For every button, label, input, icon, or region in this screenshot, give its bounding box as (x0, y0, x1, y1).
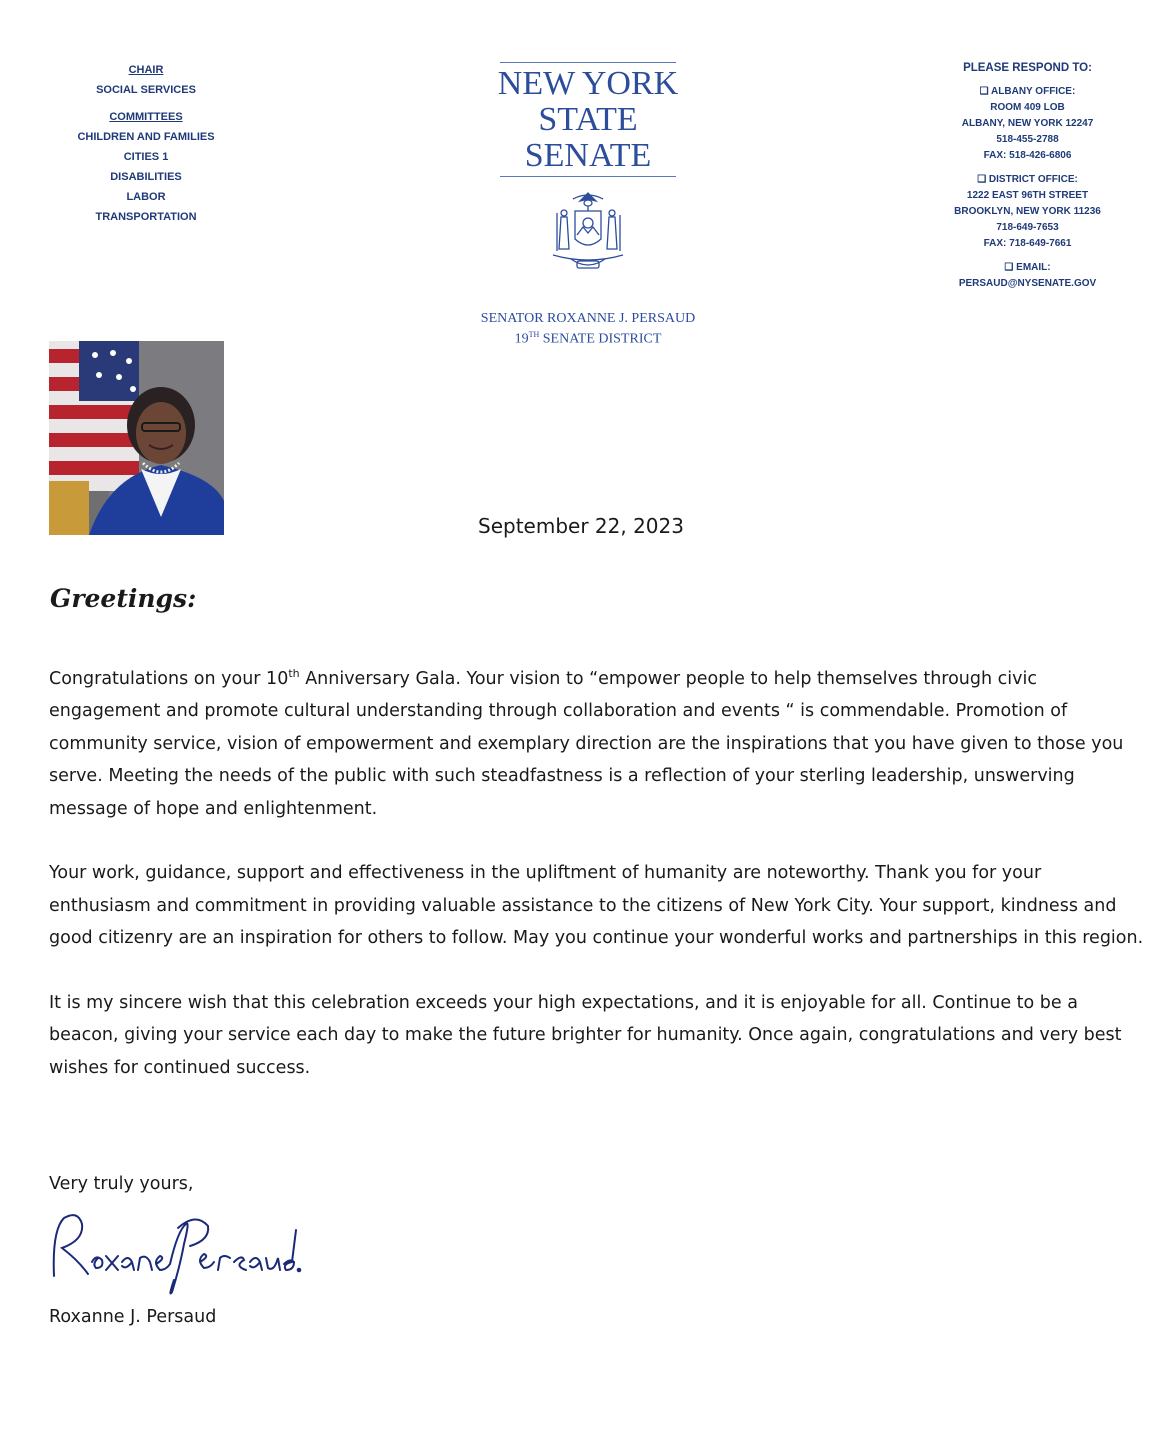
greeting: Greetings: (50, 584, 197, 613)
committee-item: LABOR (126, 191, 166, 203)
committee-block (40, 60, 252, 227)
handwritten-signature (48, 1200, 303, 1300)
senate-district: 19TH SENATE DISTRICT (514, 330, 662, 347)
albany-address-line: ROOM 409 LOB (990, 102, 1065, 113)
committee-item: DISABILITIES (110, 171, 182, 183)
district-address-line: 1222 EAST 96TH STREET (966, 190, 1089, 201)
committees-label: COMMITTEES (109, 111, 183, 123)
letter-date: September 22, 2023 (478, 514, 684, 538)
wordmark-line: STATE (538, 101, 638, 138)
email-address: PERSAUD@NYSENATE.GOV (958, 278, 1097, 289)
letter-body (49, 658, 1144, 1116)
senator-block (470, 311, 706, 348)
senate-letterhead (470, 62, 706, 348)
committee-item: CHILDREN AND FAMILIES (77, 131, 215, 143)
contact-block (925, 60, 1130, 292)
wordmark-line: NEW YORK (497, 65, 679, 102)
senate-wordmark (470, 63, 706, 176)
paragraph: Congratulations on your 10th Anniversary Gala. Your vision to “empower people to help themselves through civic engagement and promote cultural understanding through collaboration and events “ is commendable. Promotion of community service, vision of empowerment and exemplary direction are the inspirations that you have given to those you serve. Meeting the needs of the public with such steadfastness is a reflection of your sterling leadership, unswerving message of hope and enlightenment. (49, 667, 1124, 819)
chair-label: CHAIR (128, 64, 164, 76)
committee-item: CITIES 1 (123, 151, 169, 163)
district-office-label: ❑ DISTRICT OFFICE: (977, 174, 1078, 185)
state-seal-icon (543, 189, 633, 279)
albany-phone: 518-455-2788 (996, 134, 1059, 145)
albany-office-label: ❑ ALBANY OFFICE: (979, 86, 1076, 97)
albany-fax: FAX: 518-426-6806 (983, 150, 1072, 161)
respond-heading: PLEASE RESPOND TO: (963, 62, 1092, 74)
senator-name: SENATOR ROXANNE J. PERSAUD (480, 311, 696, 326)
district-address-line: BROOKLYN, NEW YORK 11236 (954, 206, 1101, 217)
email-label: ❑ EMAIL: (1004, 262, 1051, 273)
committee-item: TRANSPORTATION (95, 211, 197, 223)
wordmark-line: SENATE (524, 137, 652, 174)
signer-name: Roxanne J. Persaud (49, 1307, 217, 1327)
paragraph: Your work, guidance, support and effectiveness in the upliftment of humanity are noteworthy. Thank you for your enthusiasm and commitment in providing valuable assistance to the citizens of New York City. Your support, kindness and good citizenry are an inspiration for others to follow. May you continue your wonderful works and partnerships in this region. (49, 863, 1144, 949)
paragraph: It is my sincere wish that this celebration exceeds your high expectations, and it is enjoyable for all. Continue to be a beacon, giving your service each day to make the future brighter for humanity. Once again, congratulations and very best wishes for continued success. (49, 992, 1122, 1078)
district-fax: FAX: 718-649-7661 (983, 238, 1072, 249)
albany-address-line: ALBANY, NEW YORK 12247 (961, 118, 1094, 129)
closing: Very truly yours, (49, 1174, 194, 1194)
senator-portrait (49, 341, 224, 535)
chair-item: SOCIAL SERVICES (96, 84, 196, 96)
district-phone: 718-649-7653 (996, 222, 1059, 233)
bottom-rule (500, 176, 676, 177)
